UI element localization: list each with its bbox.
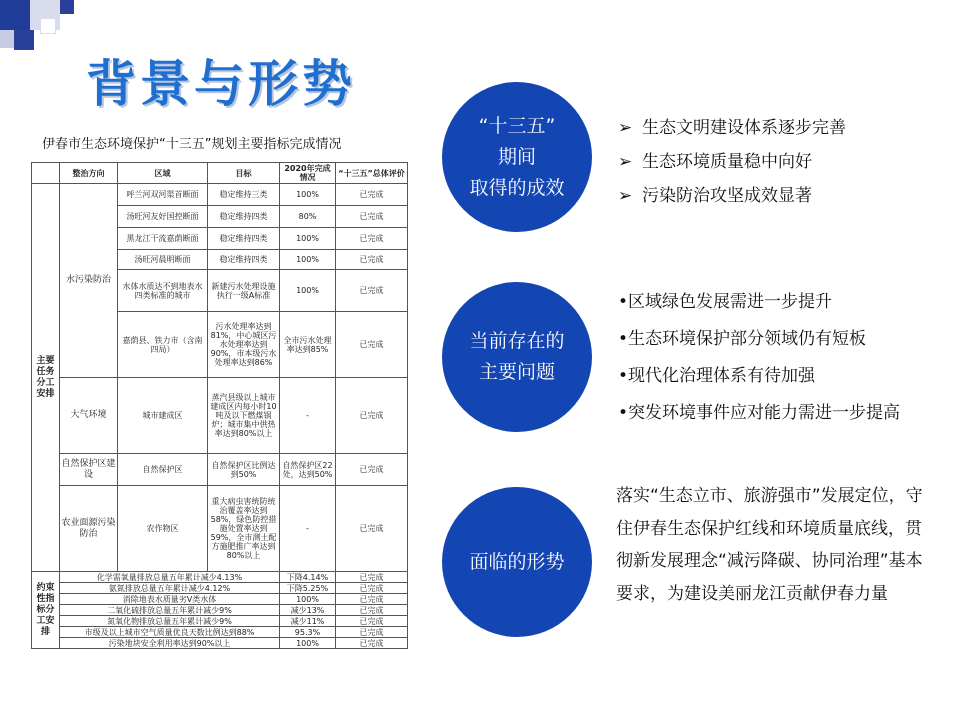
table-cell: 减少11% bbox=[280, 616, 336, 627]
section-label: 约束性指标分工安排 bbox=[32, 572, 60, 649]
table-cell: 稳定维持四类 bbox=[208, 250, 280, 270]
table-cell: 已完成 bbox=[336, 616, 408, 627]
problems-list bbox=[618, 287, 900, 435]
table-row bbox=[32, 638, 408, 649]
table-cell: 已完成 bbox=[336, 228, 408, 250]
table-cell: 自然保护区比例达到50% bbox=[208, 454, 280, 486]
list-item: •突发环境事件应对能力需进一步提高 bbox=[618, 403, 901, 423]
indicator-table bbox=[31, 162, 408, 649]
category-label: 水污染防治 bbox=[60, 184, 118, 378]
table-row bbox=[32, 454, 408, 486]
table-cell: - bbox=[280, 486, 336, 572]
arrow-bullet-icon: ➢ bbox=[618, 186, 633, 206]
table-row bbox=[32, 572, 408, 583]
table-cell: 已完成 bbox=[336, 486, 408, 572]
table-row bbox=[32, 605, 408, 616]
table-cell: 呼兰河双河渠首断面 bbox=[118, 184, 208, 206]
page-title: 背景与形势 bbox=[86, 55, 356, 113]
table-cell: 已完成 bbox=[336, 594, 408, 605]
table-header-cell: 区域 bbox=[118, 163, 208, 184]
table-row bbox=[32, 486, 408, 572]
dot-bullet-icon: • bbox=[618, 403, 629, 423]
deco-square bbox=[0, 30, 14, 48]
dot-bullet-icon: • bbox=[618, 329, 629, 349]
table-cell: 下降5.25% bbox=[280, 583, 336, 594]
table-cell: 已完成 bbox=[336, 583, 408, 594]
table-cell: 全市污水处理率达到85% bbox=[280, 312, 336, 378]
table-header-cell: 2020年完成情况 bbox=[280, 163, 336, 184]
circle-text: 当前存在的 bbox=[469, 330, 565, 352]
table-header-cell bbox=[32, 163, 60, 184]
table-cell: 100% bbox=[280, 270, 336, 312]
table-cell: 稳定维持三类 bbox=[208, 184, 280, 206]
table-cell: 已完成 bbox=[336, 378, 408, 454]
table-cell: 化学需氧量排放总量五年累计减少4.13% bbox=[60, 572, 280, 583]
table-header-cell: 目标 bbox=[208, 163, 280, 184]
deco-square bbox=[14, 30, 34, 50]
list-item: ➢ 生态环境质量稳中向好 bbox=[618, 152, 812, 172]
table-cell: 污染地块安全利用率达到90%以上 bbox=[60, 638, 280, 649]
table-cell: 100% bbox=[280, 638, 336, 649]
circle-text: 期间 bbox=[497, 145, 536, 168]
list-item: •生态环境保护部分领域仍有短板 bbox=[618, 329, 867, 349]
table-cell: 已完成 bbox=[336, 454, 408, 486]
table-cell: 蒸汽县级以上城市建成区内每小时10吨及以下燃煤锅炉；城市集中供热率达到80%以上 bbox=[208, 378, 280, 454]
table-row bbox=[32, 594, 408, 605]
table-cell: 自然保护区 bbox=[118, 454, 208, 486]
deco-square bbox=[60, 0, 74, 14]
table-cell: 80% bbox=[280, 206, 336, 228]
table-cell: 已完成 bbox=[336, 270, 408, 312]
table-cell: 氮氧化物排放总量五年累计减少9% bbox=[60, 616, 280, 627]
table-cell: 减少13% bbox=[280, 605, 336, 616]
circle-text: 主要问题 bbox=[478, 361, 555, 383]
table-cell: 已完成 bbox=[336, 206, 408, 228]
table-header-cell: 整治方向 bbox=[60, 163, 118, 184]
table-row bbox=[32, 583, 408, 594]
table-cell: 下降4.14% bbox=[280, 572, 336, 583]
category-label: 自然保护区建设 bbox=[60, 454, 118, 486]
circle-text: “十三五” bbox=[478, 114, 556, 137]
table-cell: 消除地表水质量劣Ⅴ类水体 bbox=[60, 594, 280, 605]
dot-bullet-icon: • bbox=[618, 292, 629, 312]
table-cell: 已完成 bbox=[336, 184, 408, 206]
deco-square bbox=[0, 0, 30, 30]
deco-square bbox=[40, 18, 56, 34]
table-cell: 重大病虫害统防统治覆盖率达到58%，绿色防控措施处置率达到59%，全市测土配方施肥推广率达到80%以上 bbox=[208, 486, 280, 572]
table-row bbox=[32, 184, 408, 206]
table-cell: 95.3% bbox=[280, 627, 336, 638]
table-cell: 氨氮排放总量五年累计减少4.12% bbox=[60, 583, 280, 594]
achievements-circle bbox=[442, 82, 592, 232]
arrow-bullet-icon: ➢ bbox=[618, 152, 633, 172]
table-cell: 已完成 bbox=[336, 312, 408, 378]
table-cell: 100% bbox=[280, 594, 336, 605]
table-cell: 稳定维持四类 bbox=[208, 228, 280, 250]
table-cell: - bbox=[280, 378, 336, 454]
achievements-list bbox=[618, 113, 846, 215]
table-cell: 市级及以上城市空气质量优良天数比例达到88% bbox=[60, 627, 280, 638]
table-header-row bbox=[32, 163, 408, 184]
table-cell: 100% bbox=[280, 250, 336, 270]
table-cell: 新建污水处理设施执行一级A标准 bbox=[208, 270, 280, 312]
table-cell: 农作物区 bbox=[118, 486, 208, 572]
list-item: •现代化治理体系有待加强 bbox=[618, 366, 816, 386]
table-row bbox=[32, 616, 408, 627]
table-cell: 100% bbox=[280, 228, 336, 250]
dot-bullet-icon: • bbox=[618, 366, 629, 386]
table-cell: 已完成 bbox=[336, 627, 408, 638]
table-cell: 已完成 bbox=[336, 605, 408, 616]
table-row bbox=[32, 627, 408, 638]
table-cell: 已完成 bbox=[336, 572, 408, 583]
table-cell: 嘉荫县、铁力市（含南四局） bbox=[118, 312, 208, 378]
list-item: ➢ 生态文明建设体系逐步完善 bbox=[618, 118, 846, 138]
table-cell: 汤旺河晨明断面 bbox=[118, 250, 208, 270]
circle-text: 面临的形势 bbox=[469, 550, 565, 573]
table-cell: 已完成 bbox=[336, 638, 408, 649]
table-cell: 城市建成区 bbox=[118, 378, 208, 454]
problems-circle bbox=[442, 282, 592, 432]
table-cell: 已完成 bbox=[336, 250, 408, 270]
situation-paragraph: 落实“生态立市、旅游强市”发展定位，守住伊春生态保护红线和环境质量底线，贯彻新发展理念“减污降碳、协同治理”基本要求，为建设美丽龙江贡献伊春力量 bbox=[616, 486, 923, 604]
table-cell: 二氧化硫排放总量五年累计减少9% bbox=[60, 605, 280, 616]
table-cell: 水体水质达不到地表水四类标准的城市 bbox=[118, 270, 208, 312]
table-cell: 污水处理率达到81%，中心城区污水处理率达到90%，市本级污水处理率达到86% bbox=[208, 312, 280, 378]
category-label: 大气环境 bbox=[60, 378, 118, 454]
category-label: 农业面源污染防治 bbox=[60, 486, 118, 572]
table-cell: 稳定维持四类 bbox=[208, 206, 280, 228]
table-header-cell: “十三五”总体评价 bbox=[336, 163, 408, 184]
table-cell: 100% bbox=[280, 184, 336, 206]
list-item: ➢ 污染防治攻坚成效显著 bbox=[618, 186, 812, 206]
circle-text: 取得的成效 bbox=[469, 176, 565, 199]
table-cell: 汤旺河友好国控断面 bbox=[118, 206, 208, 228]
section-label: 主要任务分工安排 bbox=[32, 184, 60, 572]
situation-circle bbox=[442, 487, 592, 637]
table-caption: 伊春市生态环境保护“十三五”规划主要指标完成情况 bbox=[42, 137, 342, 152]
table-cell: 自然保护区22处，达到50% bbox=[280, 454, 336, 486]
list-item: •区域绿色发展需进一步提升 bbox=[618, 292, 833, 312]
table-row bbox=[32, 378, 408, 454]
table-cell: 黑龙江干流嘉荫断面 bbox=[118, 228, 208, 250]
arrow-bullet-icon: ➢ bbox=[618, 118, 633, 138]
